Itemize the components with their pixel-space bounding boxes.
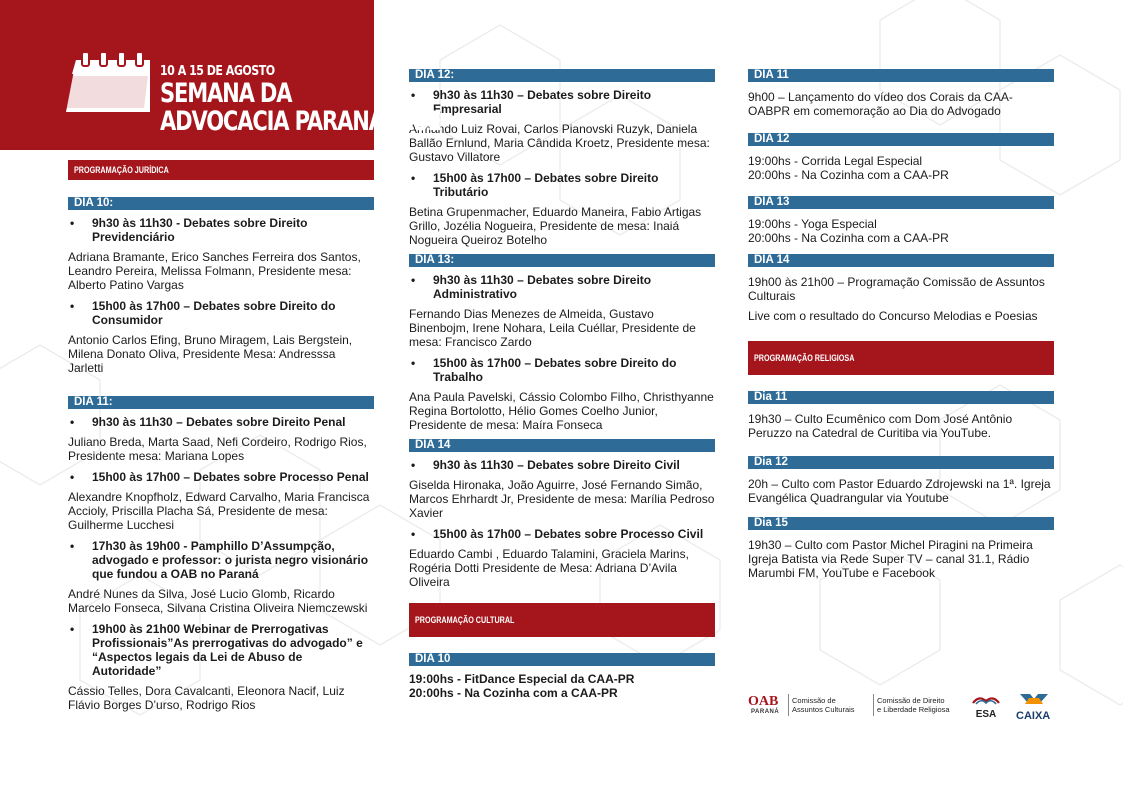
day-label: DIA 12 — [748, 133, 1054, 146]
day-label: DIA 10: — [68, 197, 374, 210]
session-speakers: Alexandre Knopfholz, Edward Carvalho, Maria Francisca Accioly, Priscilla Placha Sá, Presidente de mesa: Guilherme Lucchesi — [68, 490, 370, 532]
cultural-event: 20:00hs - Na Cozinha com a CAA-PR — [748, 231, 949, 245]
day-label: DIA 13: — [409, 254, 715, 267]
column-juridica-2 — [409, 69, 715, 700]
comissao-religiosa-line2: e Liberdade Religiosa — [877, 705, 950, 714]
cultural-event: 19:00hs - Yoga Especial — [748, 217, 877, 231]
day-label: DIA 14 — [409, 439, 715, 452]
calendar-icon — [62, 52, 154, 118]
religious-event: 20h – Culto com Pastor Eduardo Zdrojewski na 1ª. Igreja Evangélica Quadrangular via Youtube — [748, 477, 1051, 505]
book-icon — [971, 693, 1001, 705]
session-speakers: Giselda Hironaka, João Aguirre, José Fernando Simão, Marcos Ehrhardt Jr, Presidente de mesa: Marília Pedroso Xavier — [409, 478, 715, 520]
session-title: • 19h00 às 21h00 Webinar de Prerrogativas Profissionais”As prerrogativas do advogado” e “Aspectos legais da Lei de Abuso de Autoridade” — [68, 622, 374, 678]
cultural-event: 19h00 às 21h00 – Programação Comissão de Assuntos Culturais — [748, 275, 1045, 303]
section-title-religiosa: PROGRAMAÇÃO RELIGIOSA — [748, 341, 1054, 375]
section-title-juridica: PROGRAMAÇÃO JURÍDICA — [68, 160, 374, 180]
session-speakers: Betina Grupenmacher, Eduardo Maneira, Fabio Artigas Grillo, Jozélia Nogueira, Presidente de mesa: Inaiá Nogueira Queiroz Botelho — [409, 205, 702, 247]
cultural-event: 9h00 – Lançamento do vídeo dos Corais da CAA-OABPR em comemoração ao Dia do Advogado — [748, 90, 1013, 118]
caixa-text: CAIXA — [1016, 710, 1051, 722]
session-speakers: Cássio Telles, Dora Cavalcanti, Eleonora Nacif, Luiz Flávio Borges D’urso, Rodrigo Rios — [68, 684, 345, 712]
oab-logo — [748, 695, 786, 715]
session-title: • 9h30 às 11h30 - Debates sobre Direito Previdenciário — [68, 216, 374, 244]
session-title: • 9h30 às 11h30 – Debates sobre Direito Civil — [409, 458, 715, 472]
session-speakers: Ana Paula Pavelski, Cássio Colombo Filho, Christhyanne Regina Bortolotto, Hélio Gomes Coelho Junior, Presidente de mesa: Maíra Fonseca — [409, 390, 714, 432]
oab-logo-text: OAB — [748, 694, 779, 709]
session-speakers: Antonio Carlos Efing, Bruno Miragem, Lais Bergstein, Milena Donato Oliva, Presidente Mesa: Andresssa Jarletti — [68, 333, 353, 375]
event-title-line2: ADVOCACIA PARANAENSE — [160, 106, 441, 137]
session-speakers: Adriana Bramante, Erico Sanches Ferreira dos Santos, Leandro Pereira, Melissa Folmann, Presidente mesa: Alberto Patino Vargas — [68, 250, 361, 292]
caixa-x-icon — [1016, 694, 1052, 705]
session-title: • 15h00 às 17h00 – Debates sobre Processo Civil — [409, 527, 715, 541]
day-label: DIA 14 — [748, 254, 1054, 267]
session-title: • 15h00 às 17h00 – Debates sobre Direito Tributário — [409, 171, 715, 199]
day-label: DIA 12: — [409, 69, 715, 82]
day-label: Dia 12 — [748, 456, 1054, 469]
day-label: DIA 11 — [748, 69, 1054, 82]
section-title-cultural: PROGRAMAÇÃO CULTURAL — [409, 603, 715, 637]
comissao-culturais-logo — [792, 696, 855, 714]
session-speakers: Juliano Breda, Marta Saad, Nefi Cordeiro, Rodrigo Rios, Presidente mesa: Mariana Lopes — [68, 435, 367, 463]
cultural-event: Live com o resultado do Concurso Melodias e Poesias — [748, 309, 1038, 323]
column-cultural-religiosa — [748, 69, 1054, 587]
esa-text: ESA — [975, 709, 997, 720]
cultural-event: 19:00hs - FitDance Especial da CAA-PR — [409, 672, 635, 686]
sponsor-logos — [748, 692, 1058, 722]
session-speakers: Armando Luiz Rovai, Carlos Pianovski Ruzyk, Daniela Ballão Ernlund, Maria Cândida Kroetz, Presidente mesa: Gustavo Villatore — [409, 122, 710, 164]
caixa-logo — [1016, 692, 1056, 722]
comissao-religiosa-logo — [877, 696, 950, 714]
esa-logo — [970, 692, 1002, 720]
oab-parana-text: PARANÁ — [751, 709, 780, 715]
comissao-culturais-line1: Comissão de — [792, 696, 836, 705]
comissao-religiosa-line1: Comissão de Direito — [877, 696, 945, 705]
divider — [873, 694, 874, 716]
day-label: DIA 13 — [748, 196, 1054, 209]
day-label: Dia 11 — [748, 391, 1054, 404]
session-title: • 15h00 às 17h00 – Debates sobre Direito do Trabalho — [409, 356, 715, 384]
session-title: • 9h30 às 11h30 – Debates sobre Direito Penal — [68, 415, 374, 429]
day-label: DIA 11: — [68, 396, 374, 409]
column-juridica-1 — [68, 160, 374, 719]
event-dates: 10 A 15 DE AGOSTO — [160, 64, 275, 79]
session-title: • 9h30 às 11h30 – Debates sobre Direito Empresarial — [409, 88, 715, 116]
session-title: • 15h00 às 17h00 – Debates sobre Processo Penal — [68, 470, 374, 484]
session-title: • 17h30 às 19h00 - Pamphillo D’Assumpção, advogado e professor: o jurista negro visionário que fundou a OAB no Paraná — [68, 539, 374, 581]
session-title: • 9h30 às 11h30 – Debates sobre Direito Administrativo — [409, 273, 715, 301]
day-label: DIA 10 — [409, 653, 715, 666]
day-label: Dia 15 — [748, 517, 1054, 530]
event-title-line1: SEMANA DA — [160, 78, 292, 109]
comissao-culturais-line2: Assuntos Culturais — [792, 705, 855, 714]
divider — [788, 694, 789, 716]
session-speakers: André Nunes da Silva, José Lucio Glomb, Ricardo Marcelo Fonseca, Silvana Cristina Oliveira Niemczewski — [68, 587, 368, 615]
cultural-event: 20:00hs - Na Cozinha com a CAA-PR — [409, 686, 618, 700]
cultural-event: 20:00hs - Na Cozinha com a CAA-PR — [748, 168, 949, 182]
session-speakers: Eduardo Cambi , Eduardo Talamini, Graciela Marins, Rogéria Dotti Presidente de Mesa: Adriana D’Avila Oliveira — [409, 547, 689, 589]
session-title: • 15h00 às 17h00 – Debates sobre Direito do Consumidor — [68, 299, 374, 327]
cultural-event: 19:00hs - Corrida Legal Especial — [748, 154, 923, 168]
session-speakers: Fernando Dias Menezes de Almeida, Gustavo Binenbojm, Irene Nohara, Leila Cuéllar, Presidente de mesa: Francisco Zardo — [409, 307, 696, 349]
religious-event: 19h30 – Culto Ecumênico com Dom José Antônio Peruzzo na Catedral de Curitiba via YouTube. — [748, 412, 1013, 440]
religious-event: 19h30 – Culto com Pastor Michel Piragini na Primeira Igreja Batista via Rede Super TV – canal 31.1, Rádio Marumbi FM, YouTube e Facebook — [748, 538, 1033, 580]
